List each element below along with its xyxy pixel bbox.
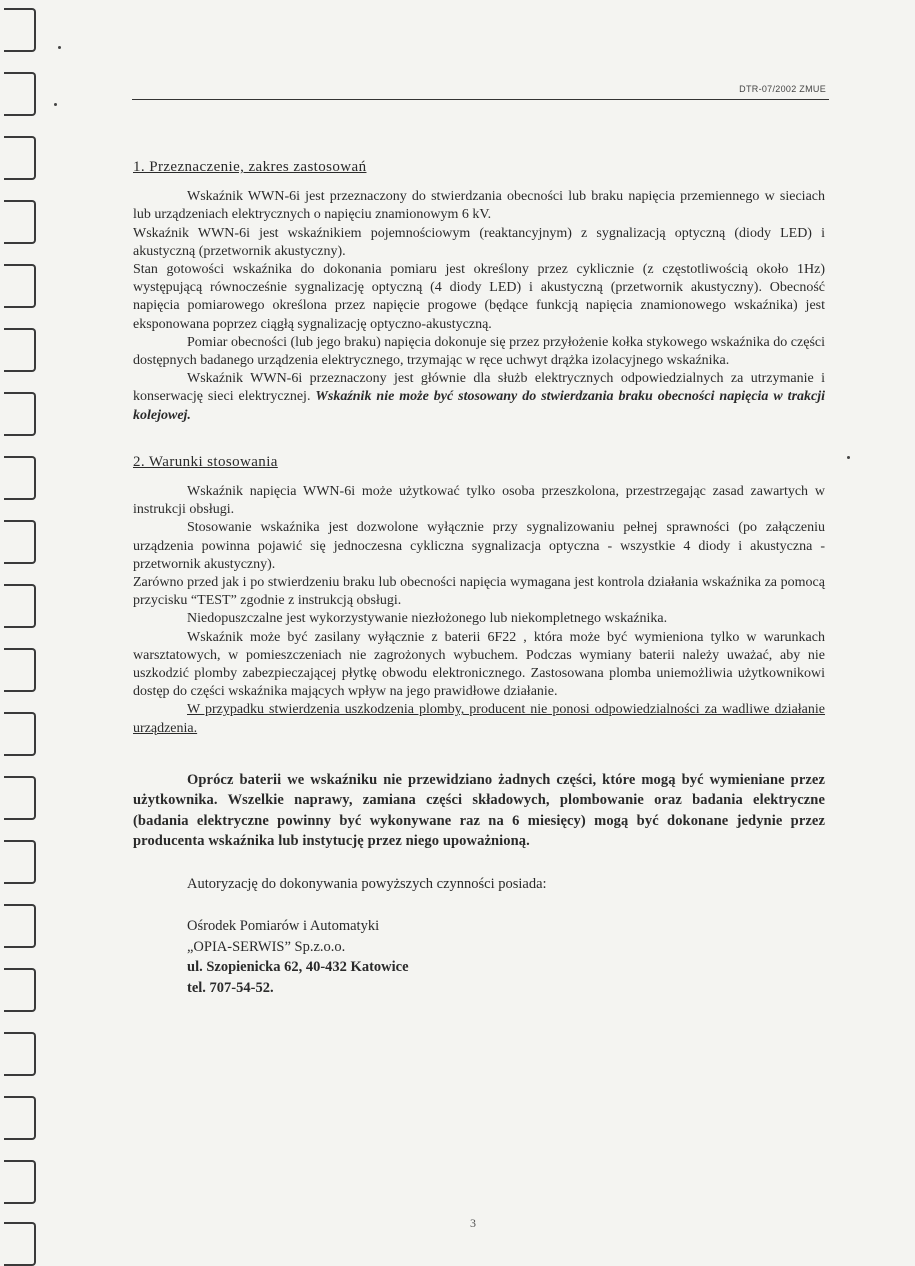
address-line: ul. Szopienicka 62, 40-432 Katowice xyxy=(187,959,409,976)
binding-ring xyxy=(4,264,36,308)
scan-speck xyxy=(54,103,57,106)
header-rule xyxy=(132,99,829,100)
binding-ring xyxy=(4,840,36,884)
binding-ring xyxy=(4,712,36,756)
document-code: DTR-07/2002 ZMUE xyxy=(739,84,826,94)
document-body xyxy=(133,158,825,998)
binding-ring xyxy=(4,1222,36,1266)
paragraph: Stan gotowości wskaźnika do dokonania pomiaru jest określony przez cyklicznie (z częstotliwością około 1Hz) występującą równocześnie sygnalizację optyczną (4 diody LED) i akustyczną (przetwornik akustyczny). Obecność napięcia pomiarowego określona przez napięcie progowe (będące funkcją napięcia znamionowego wskaźnika) jest eksponowana poprzez ciągłą sygnalizację optyczno-akustyczną. xyxy=(133,262,825,332)
binding-ring xyxy=(4,968,36,1012)
warning-text: Wskaźnik nie może być stosowany do stwierdzania braku obecności napięcia w trakcji kolejowej. xyxy=(133,389,826,423)
liability-notice: W przypadku stwierdzenia uszkodzenia plomby, producent nie ponosi odpowiedzialności za wadliwe działanie urządzenia. xyxy=(133,702,825,736)
paragraph: Wskaźnik WWN-6i jest wskaźnikiem pojemnościowym (reaktancyjnym) z sygnalizacją optyczną (diody LED) i akustyczną (przetwornik akustyczny). xyxy=(133,225,825,259)
section-heading: 1. Przeznaczenie, zakres zastosowań xyxy=(133,159,367,175)
binding-ring xyxy=(4,584,36,628)
scan-speck xyxy=(58,46,61,49)
binding-ring xyxy=(4,72,36,116)
binding-ring xyxy=(4,520,36,564)
service-address xyxy=(187,916,825,998)
address-line: „OPIA-SERWIS” Sp.z.o.o. xyxy=(187,938,346,955)
paragraph: Niedopuszczalne jest wykorzystywanie niezłożonego lub niekompletnego wskaźnika. xyxy=(187,611,668,627)
page-number: 3 xyxy=(470,1216,476,1230)
spiral-binding xyxy=(0,0,46,1263)
paragraph-text: Wskaźnik WWN-6i przeznaczony jest głównie dla służb elektrycznych odpowiedzialnych za utrzymanie i konserwację sieci elektrycznej. xyxy=(133,371,825,405)
authorization-line: Autoryzację do dokonywania powyższych czynności posiada: xyxy=(187,875,547,892)
binding-ring xyxy=(4,8,36,52)
paragraph: Wskaźnik może być zasilany wyłącznie z baterii 6F22 , która może być wymieniona tylko w warunkach warsztatowych, w pomieszczeniach nie zagrożonych wybuchem. Podczas wymiany baterii należy uważać, aby nie uszkodzić plomby zabezpieczającej płytkę obwodu elektronicznego. Zastosowana plomba uniemożliwia użytkownikowi dostęp do części wskaźnika mających wpływ na jego prawidłowe działanie. xyxy=(133,629,825,700)
binding-ring xyxy=(4,392,36,436)
paragraph: Zarówno przed jak i po stwierdzeniu braku lub obecności napięcia wymagana jest kontrola działania wskaźnika za pomocą przycisku “TEST” zgodnie z instrukcją obsługi. xyxy=(133,575,825,609)
binding-ring xyxy=(4,904,36,948)
paragraph: Wskaźnik napięcia WWN-6i może użytkować tylko osoba przeszkolona, przestrzegając zasad zawartych w instrukcji obsługi. xyxy=(133,484,825,518)
paragraph xyxy=(133,370,825,425)
binding-ring xyxy=(4,1032,36,1076)
binding-ring xyxy=(4,456,36,500)
paragraph: Wskaźnik WWN-6i jest przeznaczony do stwierdzania obecności lub braku napięcia przemiennego w sieciach lub urządzeniach elektrycznych o napięciu znamionowym 6 kV. xyxy=(133,189,825,223)
binding-ring xyxy=(4,328,36,372)
scan-speck xyxy=(847,456,850,459)
binding-ring xyxy=(4,1160,36,1204)
binding-ring xyxy=(4,200,36,244)
section-heading: 2. Warunki stosowania xyxy=(133,453,278,470)
paragraph: Pomiar obecności (lub jego braku) napięcia dokonuje się przez przyłożenie kołka stykowego wskaźnika do części dostępnych badanego urządzenia elektrycznego, trzymając w ręce uchwyt drążka izolacyjnego wskaźnika. xyxy=(133,334,825,369)
binding-ring xyxy=(4,776,36,820)
paragraph: Stosowanie wskaźnika jest dozwolone wyłącznie przy sygnalizowaniu pełnej sprawności (po załączeniu urządzenia powinna pojawić się jednoczesna cykliczna sygnalizacja optyczna - wszystkie 4 diody i akustyczna - przetwornik akustyczny). xyxy=(133,520,825,572)
service-paragraph: Oprócz baterii we wskaźniku nie przewidziano żadnych części, które mogą być wymieniane przez użytkownika. Wszelkie naprawy, zamiana części składowych, plombowanie oraz badania elektryczne (badania elektryczne powinny być wykonywane raz na 6 miesięcy) mogą być dokonane jedynie przez producenta wskaźnika lub instytucję przez niego upoważnioną. xyxy=(133,771,825,850)
binding-ring xyxy=(4,648,36,692)
address-line: tel. 707-54-52. xyxy=(187,979,274,996)
address-line: Ośrodek Pomiarów i Automatyki xyxy=(187,918,380,935)
binding-ring xyxy=(4,136,36,180)
binding-ring xyxy=(4,1096,36,1140)
